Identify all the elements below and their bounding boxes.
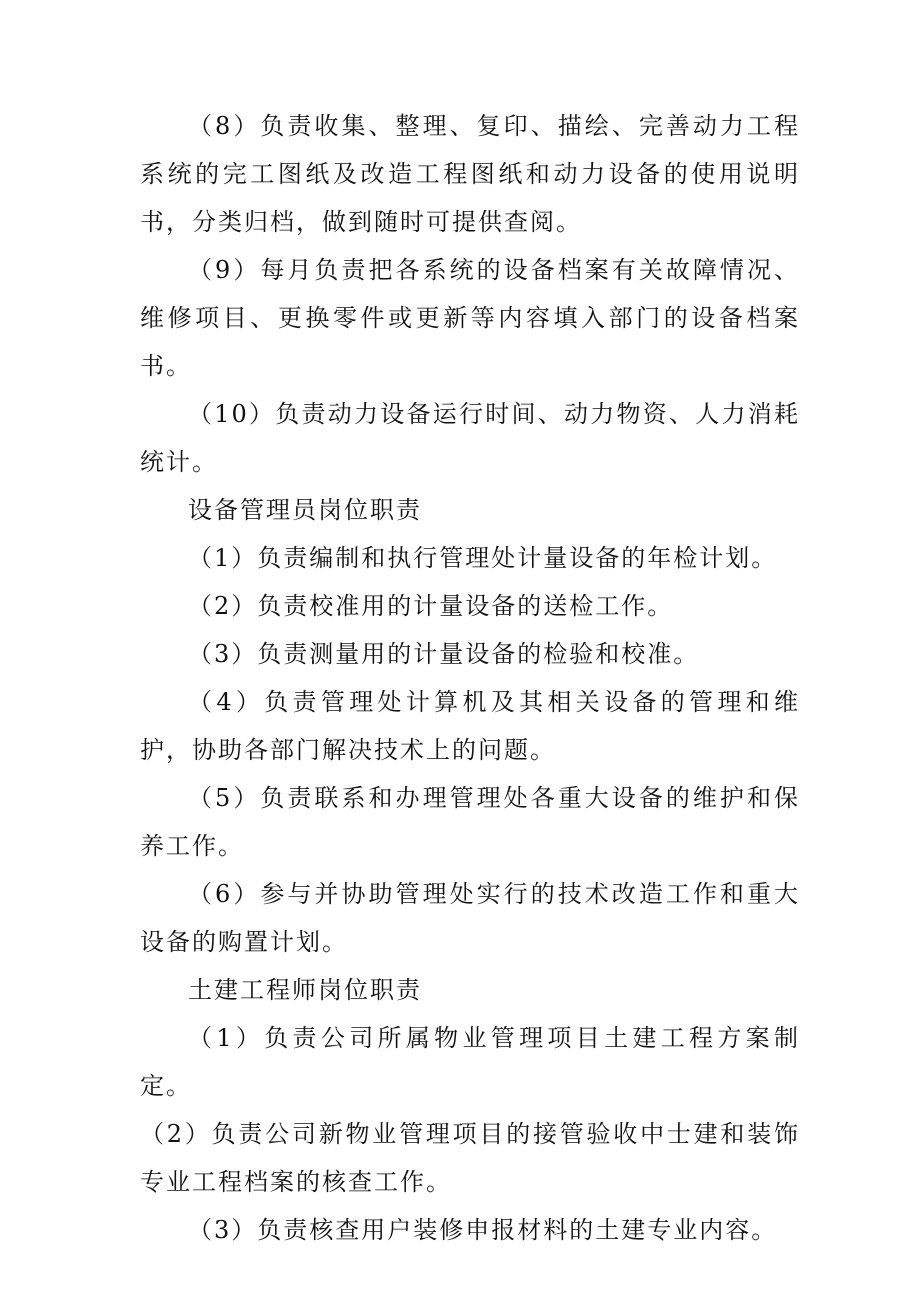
- paragraph-item-8: （8）负责收集、整理、复印、描绘、完善动力工程系统的完工图纸及改造工程图纸和动力设备的使用说明书，分类归档，做到随时可提供查阅。: [140, 112, 800, 236]
- paragraph-equipment-2: （2）负责校准用的计量设备的送检工作。: [188, 592, 674, 620]
- paragraph-civil-1: （1）负责公司所属物业管理项目土建工程方案制定。: [140, 1024, 800, 1100]
- paragraph-item-10: （10）负责动力设备运行时间、动力物资、人力消耗统计。: [140, 400, 800, 476]
- paragraph-civil-2: （2）负责公司新物业管理项目的接管验收中士建和装饰专业工程档案的核查工作。: [140, 1120, 800, 1196]
- paragraph-equipment-5: （5）负责联系和办理管理处各重大设备的维护和保养工作。: [140, 784, 800, 860]
- document-body: [140, 102, 800, 1254]
- section-heading-civil-engineer: 土建工程师岗位职责: [188, 976, 422, 1004]
- paragraph-equipment-6: （6）参与并协助管理处实行的技术改造工作和重大设备的购置计划。: [140, 880, 800, 956]
- section-heading-equipment-manager: 设备管理员岗位职责: [188, 496, 422, 524]
- paragraph-item-9: （9）每月负责把各系统的设备档案有关故障情况、维修项目、更换零件或更新等内容填入部门的设备档案书。: [140, 256, 800, 380]
- paragraph-civil-3: （3）负责核查用户装修申报材料的土建专业内容。: [188, 1216, 778, 1244]
- paragraph-equipment-3: （3）负责测量用的计量设备的检验和校准。: [188, 640, 700, 668]
- paragraph-equipment-1: （1）负责编制和执行管理处计量设备的年检计划。: [188, 544, 778, 572]
- paragraph-equipment-4: （4）负责管理处计算机及其相关设备的管理和维护，协助各部门解决技术上的问题。: [140, 688, 800, 764]
